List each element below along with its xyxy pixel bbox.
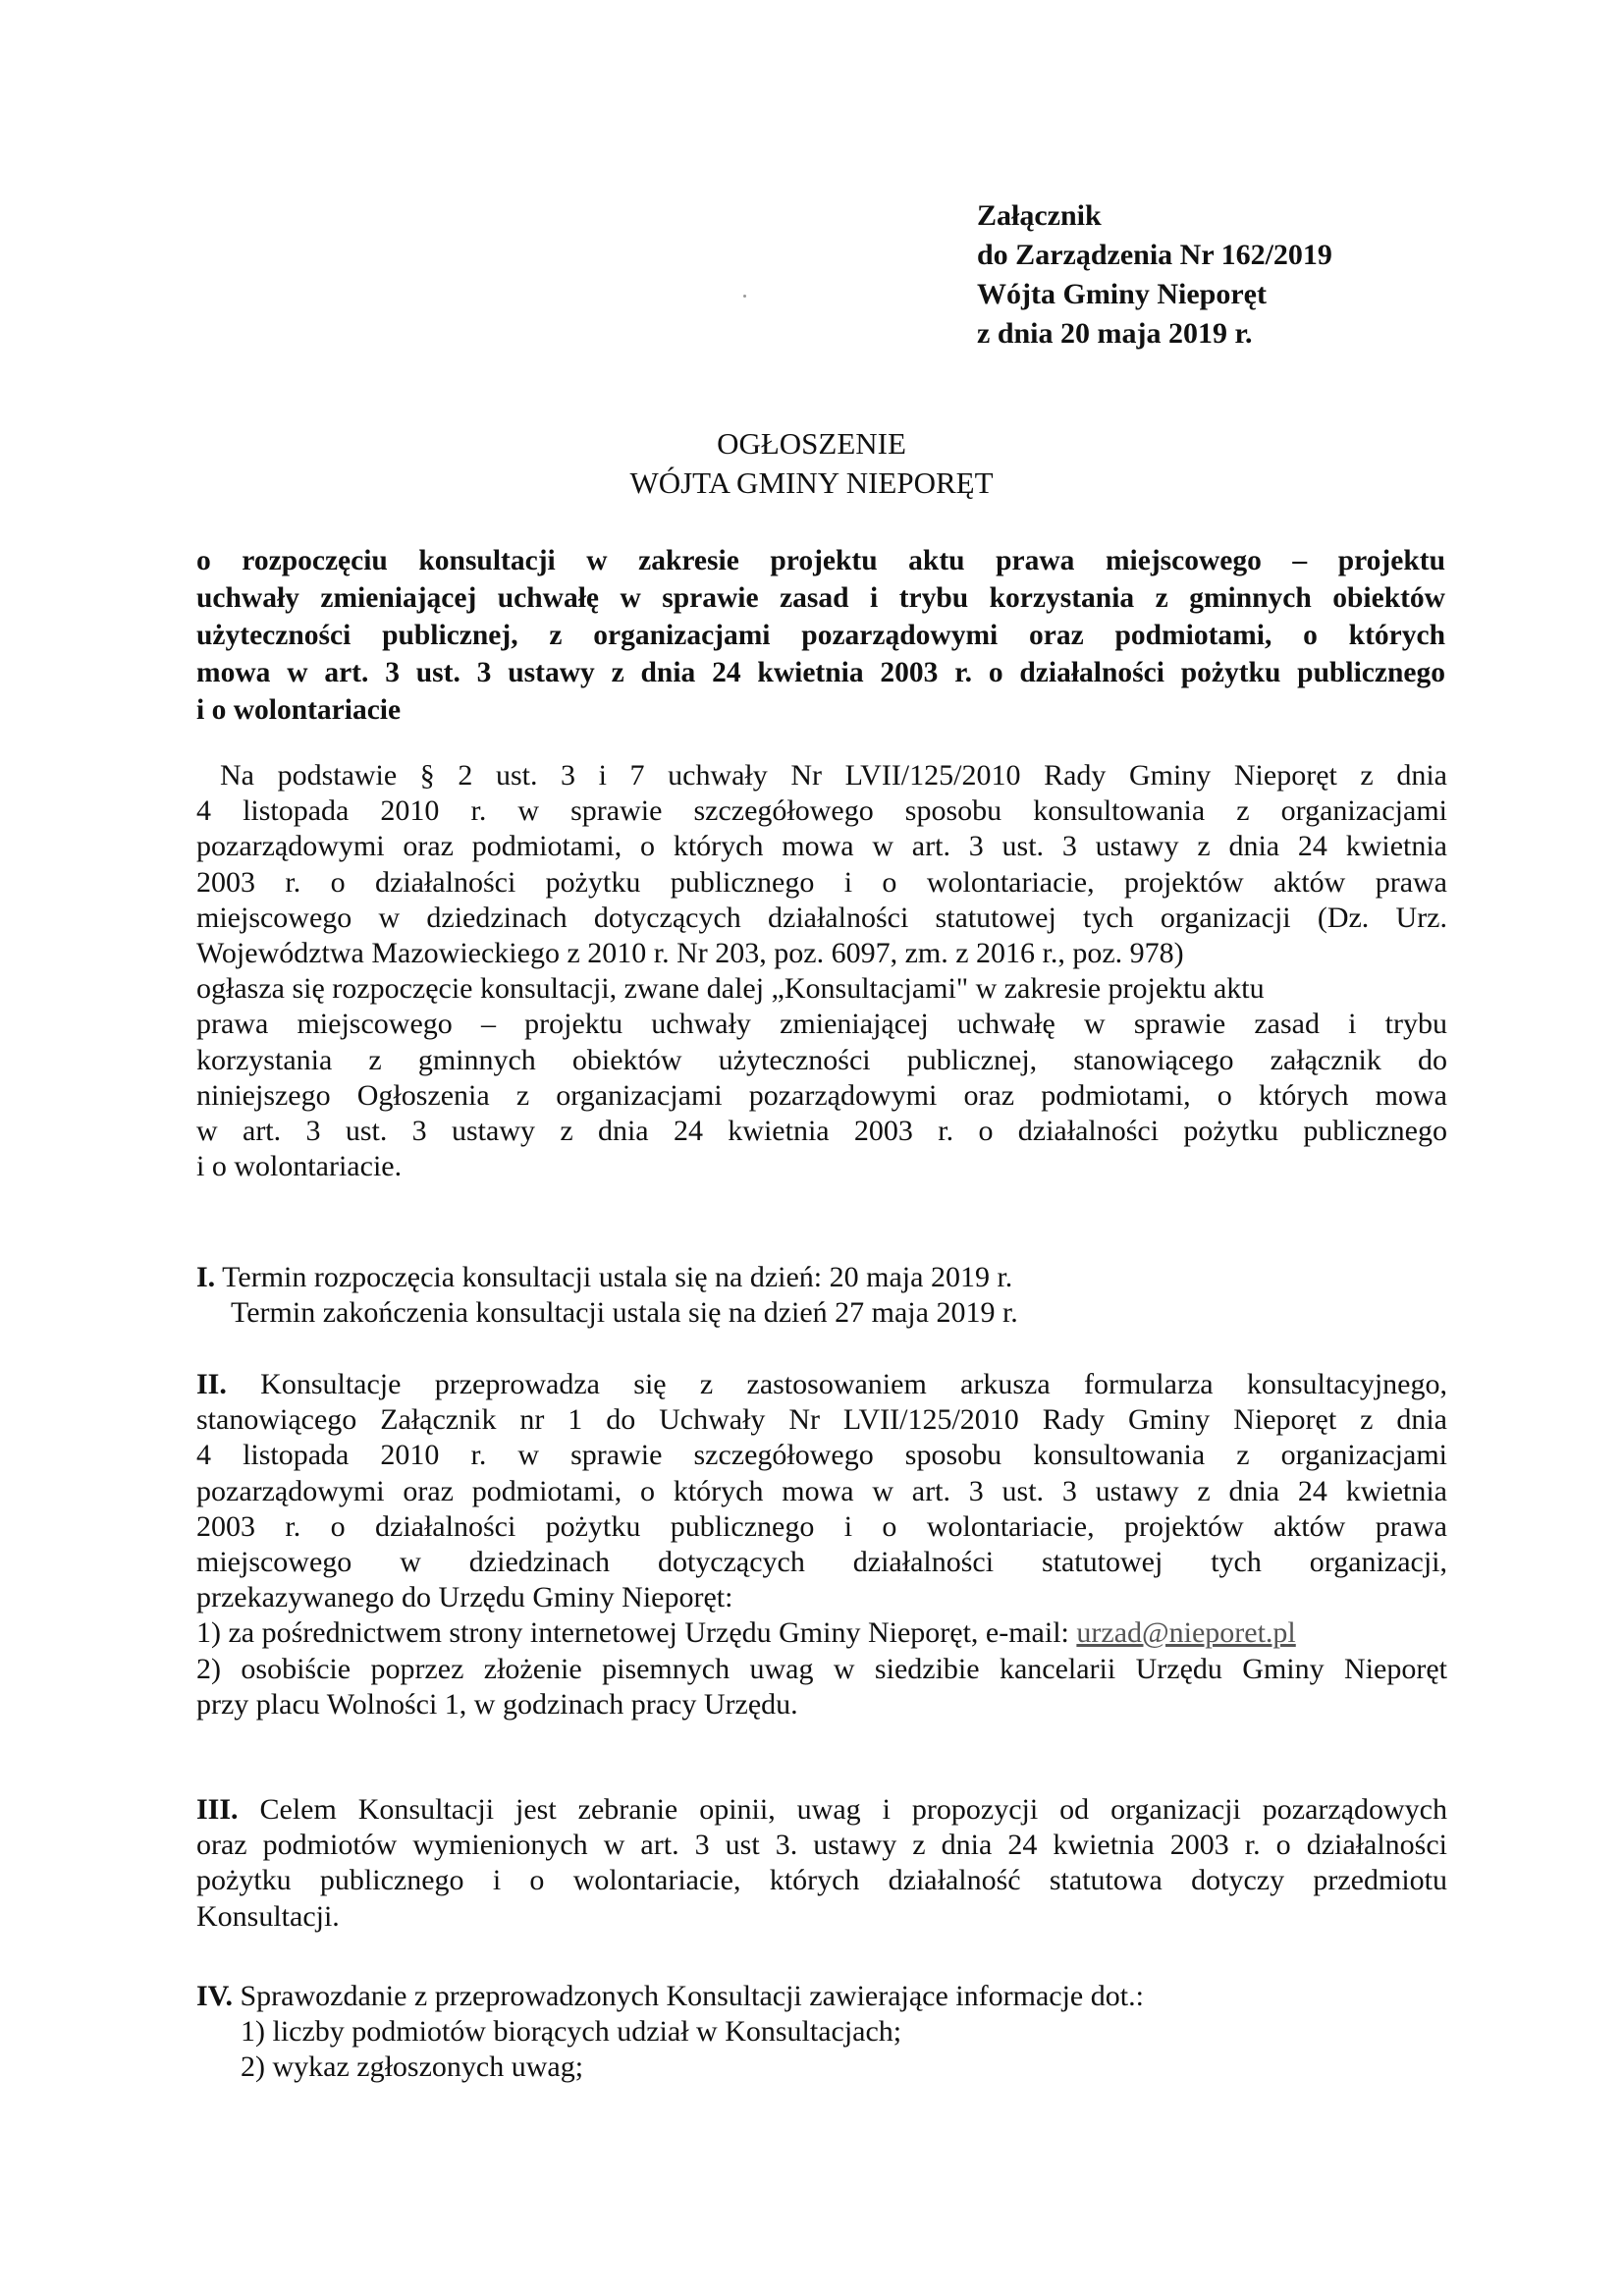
section-line: oraz podmiotów wymienionych w art. 3 ust 3. ustawy z dnia 24 kwietnia 2003 r. o działalności (196, 1829, 1447, 1862)
list-item-text: 2) osobiście poprzez złożenie pisemnych uwag w siedzibie kancelarii Urzędu Gminy Nieporęt (196, 1652, 1447, 1685)
intro-line: Na podstawie § 2 ust. 3 i 7 uchwały Nr LVII/125/2010 Rady Gminy Nieporęt z dnia (220, 759, 1447, 792)
intro-line: miejscowego w dziedzinach dotyczących działalności statutowej tych organizacji (Dz. Urz. (196, 901, 1447, 934)
section-text: Termin zakończenia konsultacji ustala się na dzień 27 maja 2019 r. (231, 1296, 1018, 1330)
intro-paragraph (196, 758, 1447, 1184)
header-line: Wójta Gminy Nieporęt (977, 278, 1267, 310)
list-item: 1) liczby podmiotów biorących udział w Konsultacjach; (241, 2015, 902, 2049)
section-line: 4 listopada 2010 r. w sprawie szczegółowego sposobu konsultowania z organizacjami (196, 1439, 1447, 1472)
subject-line: o rozpoczęciu konsultacji w zakresie projektu aktu prawa miejscowego – projektu (196, 545, 1445, 576)
section-numeral: I. (196, 1261, 216, 1293)
section-numeral: II. (196, 1368, 227, 1400)
subject-line: uchwały zmieniającej uchwałę w sprawie zasad i trybu korzystania z gminnych obiektów (196, 582, 1445, 614)
email-link[interactable]: urzad@nieporet.pl (1076, 1616, 1296, 1650)
section-numeral: III. (196, 1793, 239, 1826)
section-text: Termin rozpoczęcia konsultacji ustala się na dzień: 20 maja 2019 r. (222, 1261, 1013, 1293)
list-item-text: przy placu Wolności 1, w godzinach pracy Urzędu. (196, 1687, 798, 1721)
section-iii (196, 1792, 1447, 1935)
section-line: pożytku publicznego i o wolontariacie, których działalność statutowa dotyczy przedmiotu (196, 1864, 1447, 1897)
section-line: Konsultacji. (196, 1899, 340, 1933)
section-line: pozarządowymi oraz podmiotami, o których mowa w art. 3 ust. 3 ustawy z dnia 24 kwietnia (196, 1474, 1447, 1507)
intro-line: ogłasza się rozpoczęcie konsultacji, zwane dalej „Konsultacjami" w zakresie projektu aktu (196, 972, 1265, 1006)
section-numeral: IV. (196, 1980, 233, 2012)
intro-line: korzystania z gminnych obiektów użyteczności publicznej, stanowiącego załącznik do (196, 1043, 1447, 1076)
document-subtitle: WÓJTA GMINY NIEPORĘT (629, 465, 994, 500)
section-line: miejscowego w dziedzinach dotyczących działalności statutowej tych organizacji, (196, 1546, 1447, 1579)
section-iv (196, 1979, 1447, 2086)
list-item: 2) wykaz zgłoszonych uwag; (241, 2050, 584, 2084)
intro-line: pozarządowymi oraz podmiotami, o których mowa w art. 3 ust. 3 ustawy z dnia 24 kwietnia (196, 830, 1447, 863)
list-item-text: 1) za pośrednictwem strony internetowej Urzędu Gminy Nieporęt, e-mail: (196, 1616, 1077, 1650)
intro-line: 4 listopada 2010 r. w sprawie szczegółowego sposobu konsultowania z organizacjami (196, 794, 1447, 828)
intro-line: prawa miejscowego – projektu uchwały zmieniającej uchwałę w sprawie zasad i trybu (196, 1008, 1447, 1041)
section-line: stanowiącego Załącznik nr 1 do Uchwały Nr LVII/125/2010 Rady Gminy Nieporęt z dnia (196, 1403, 1447, 1437)
section-text: Celem Konsultacji jest zebranie opinii, uwag i propozycji od organizacji pozarządowych (259, 1793, 1448, 1826)
subject-paragraph (196, 542, 1445, 729)
intro-line: 2003 r. o działalności pożytku publicznego i o wolontariacie, projektów aktów prawa (196, 865, 1447, 899)
intro-line: niniejszego Ogłoszenia z organizacjami pozarządowymi oraz podmiotami, o których mowa (196, 1078, 1447, 1112)
section-line: przekazywanego do Urzędu Gminy Nieporęt: (196, 1581, 733, 1614)
scan-dot (743, 295, 746, 298)
document-title: OGŁOSZENIE (717, 426, 906, 461)
subject-line: użyteczności publicznej, z organizacjami pozarządowymi oraz podmiotami, o których (196, 620, 1445, 651)
header-line: do Zarządzenia Nr 162/2019 (977, 239, 1332, 271)
subject-line: mowa w art. 3 ust. 3 ustawy z dnia 24 kwietnia 2003 r. o działalności pożytku publicznego (196, 657, 1445, 688)
attachment-header (977, 196, 1332, 354)
section-ii (196, 1367, 1447, 1722)
section-text: Konsultacje przeprowadza się z zastosowaniem arkusza formularza konsultacyjnego, (260, 1368, 1447, 1400)
subject-line: i o wolontariacie (196, 694, 402, 726)
section-line: 2003 r. o działalności pożytku publicznego i o wolontariacie, projektów aktów prawa (196, 1509, 1447, 1543)
header-line: z dnia 20 maja 2019 r. (977, 317, 1253, 350)
intro-line: w art. 3 ust. 3 ustawy z dnia 24 kwietnia 2003 r. o działalności pożytku publicznego (196, 1115, 1447, 1148)
header-line: Załącznik (977, 199, 1102, 232)
section-text: Sprawozdanie z przeprowadzonych Konsultacji zawierające informacje dot.: (240, 1980, 1144, 2012)
section-i (196, 1260, 1447, 1331)
intro-line: Województwa Mazowieckiego z 2010 r. Nr 203, poz. 6097, zm. z 2016 r., poz. 978) (196, 937, 1184, 970)
intro-line: i o wolontariacie. (196, 1150, 403, 1183)
